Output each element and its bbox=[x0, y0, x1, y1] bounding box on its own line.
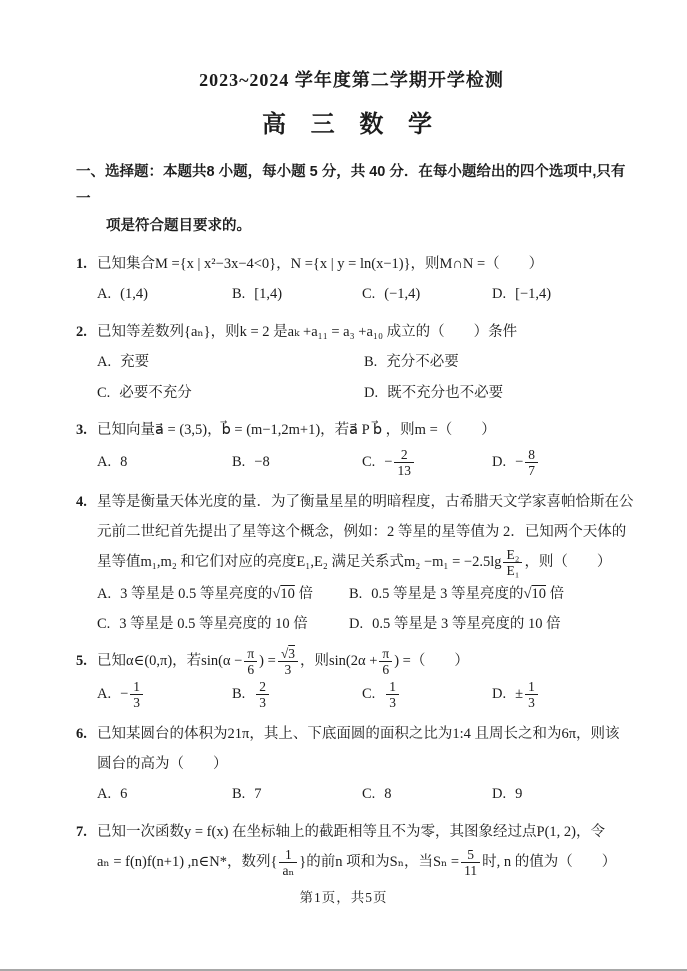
option-text: − $\frac{1}{3}$ bbox=[120, 679, 145, 710]
option-text: 充要 bbox=[120, 354, 150, 370]
question-6-number: 6. bbox=[76, 726, 87, 742]
option-label: A. bbox=[97, 685, 112, 702]
option-text: 3 等星是 0.5 等星亮度的√10 倍 bbox=[120, 585, 313, 602]
question-2-stem: 已知等差数列{aₙ}，则k = 2 是aₖ +a₁₁ = a₃ +a₁₀ 成立的（ ）条件 bbox=[97, 324, 518, 340]
question-5-option-a bbox=[97, 679, 232, 710]
question-7-stem-line-2: aₙ = f(n)f(n+1) ,n∈N*，数列{ $\frac{1}{\text{aₙ}}$ }的前n 项和为Sₙ，当Sₙ = $\frac{5}{11}$ 时, n 的值为（ ） bbox=[97, 847, 617, 879]
option-text: − $\frac{8}{7}$ bbox=[515, 447, 540, 478]
option-text: $\frac{1}{3}$ bbox=[384, 679, 401, 710]
question-1-option-b bbox=[232, 281, 362, 308]
question-4-option-b bbox=[349, 581, 627, 607]
question-3-options bbox=[97, 447, 627, 478]
question-5-number: 5. bbox=[76, 652, 87, 669]
option-text: [1,4) bbox=[254, 286, 283, 302]
question-1-option-d bbox=[492, 281, 627, 308]
option-text: ± $\frac{1}{3}$ bbox=[515, 679, 540, 710]
question-7 bbox=[76, 817, 627, 878]
option-label: C. bbox=[97, 615, 111, 632]
question-5-option-d bbox=[492, 679, 627, 710]
option-label: C. bbox=[97, 385, 111, 401]
question-5 bbox=[76, 646, 627, 711]
option-text: 9 bbox=[515, 786, 523, 802]
option-label: B. bbox=[232, 786, 246, 802]
option-label: C. bbox=[362, 454, 376, 471]
option-text: 3 等星是 0.5 等星亮度的 10 倍 bbox=[119, 615, 308, 632]
option-text: 0.5 等星是 3 等星亮度的 10 倍 bbox=[372, 615, 561, 632]
question-5-option-c bbox=[362, 679, 492, 710]
question-1-option-a bbox=[97, 281, 232, 308]
option-text: 必要不充分 bbox=[119, 385, 192, 401]
option-label: D. bbox=[492, 786, 507, 802]
option-label: D. bbox=[492, 454, 507, 471]
option-label: D. bbox=[492, 286, 507, 302]
page-number: 第1页，共5页 bbox=[299, 890, 388, 905]
question-5-options bbox=[97, 679, 627, 710]
question-1-stem: 已知集合M ={x | x²−3x−4<0}，N ={x | y = ln(x−1)}，则M∩N =（ ） bbox=[97, 256, 544, 272]
question-4-options bbox=[97, 581, 627, 637]
question-5-option-b bbox=[232, 679, 362, 710]
option-label: B. bbox=[232, 685, 246, 702]
exam-subject-title: 高 三 数 学 bbox=[261, 111, 441, 138]
question-1-number: 1. bbox=[76, 256, 87, 272]
option-text: 7 bbox=[254, 786, 262, 802]
question-6-option-b bbox=[232, 781, 362, 808]
question-6-stem-line-1: 已知某圆台的体积为21π，其上、下底面圆的面积之比为1:4 且周长之和为6π，则该 bbox=[97, 726, 620, 742]
question-2-option-b bbox=[364, 349, 627, 375]
question-2-option-d bbox=[364, 380, 627, 406]
option-text: 8 bbox=[120, 454, 128, 471]
option-label: A. bbox=[97, 286, 112, 302]
option-label: D. bbox=[492, 685, 507, 702]
option-label: B. bbox=[364, 354, 378, 370]
instructions-line-2: 项是符合题目要求的。 bbox=[106, 218, 251, 234]
question-1-options bbox=[97, 281, 627, 308]
question-2-options bbox=[97, 349, 627, 406]
option-text: 8 bbox=[384, 786, 392, 802]
question-2-number: 2. bbox=[76, 324, 87, 340]
option-label: C. bbox=[362, 685, 376, 702]
question-6-stem-line-2: 圆台的高为（ ） bbox=[97, 756, 228, 772]
question-3-stem: 已知向量a⃗ = (3,5)，b⃗ = (m−1,2m+1)，若a⃗ P b⃗ ，则m =（ ） bbox=[97, 422, 496, 438]
question-2-option-a bbox=[97, 349, 364, 375]
question-3 bbox=[76, 415, 627, 478]
option-text: 既不充分也不必要 bbox=[387, 385, 504, 401]
question-6-options bbox=[97, 781, 627, 808]
question-6-option-c bbox=[362, 781, 492, 808]
question-3-option-c bbox=[362, 447, 492, 478]
question-4-stem-line-1: 星等是衡量天体光度的量．为了衡量星星的明暗程度，古希腊天文学家喜帕恰斯在公 bbox=[97, 494, 634, 511]
instructions-line-1: 一、选择题：本题共8 小题，每小题 5 分，共 40 分．在每小题给出的四个选项中,只有一 bbox=[76, 164, 626, 207]
question-4-option-c bbox=[97, 611, 349, 637]
option-text: $\frac{2}{3}$ bbox=[254, 679, 271, 710]
question-3-number: 3. bbox=[76, 422, 87, 438]
exam-title: 2023~2024 学年度第二学期开学检测 bbox=[199, 70, 504, 90]
option-label: D. bbox=[364, 385, 379, 401]
option-label: B. bbox=[232, 454, 246, 471]
question-2-option-c bbox=[97, 380, 364, 406]
question-7-stem-line-1: 已知一次函数y = f(x) 在坐标轴上的截距相等且不为零，其图象经过点P(1, 2)，令 bbox=[97, 824, 606, 840]
question-5-stem: 已知α∈(0,π)，若sin(α − $\frac{\pi}{6}$ ) = $\frac{√3}{3}$ ，则sin(2α + $\frac{\pi}{6}$ ) =（ ） bbox=[97, 645, 469, 677]
question-4-number: 4. bbox=[76, 494, 87, 511]
option-label: B. bbox=[349, 585, 363, 602]
option-text: 6 bbox=[120, 786, 128, 802]
option-text: 0.5 等星是 3 等星亮度的√10 倍 bbox=[371, 585, 565, 602]
option-label: A. bbox=[97, 585, 112, 602]
option-text: (−1,4) bbox=[384, 286, 421, 302]
option-label: D. bbox=[349, 615, 364, 632]
option-label: C. bbox=[362, 786, 376, 802]
option-text: −8 bbox=[254, 454, 270, 471]
question-2 bbox=[76, 317, 627, 406]
option-text: 充分不必要 bbox=[386, 354, 459, 370]
section-instructions bbox=[76, 159, 627, 240]
option-label: B. bbox=[232, 286, 246, 302]
question-3-option-b bbox=[232, 449, 362, 476]
question-4-option-d bbox=[349, 611, 627, 637]
question-4-stem-line-3: 星等值m₁,m₂ 和它们对应的亮度E₁,E₂ 满足关系式m₂ −m₁ = −2.5lg $\frac{\text{E₂}}{\text{E₁}}$ ，则（ ） bbox=[97, 547, 612, 579]
question-1 bbox=[76, 249, 627, 308]
question-6 bbox=[76, 719, 627, 808]
option-label: A. bbox=[97, 454, 112, 471]
option-label: A. bbox=[97, 786, 112, 802]
option-text: − $\frac{2}{13}$ bbox=[384, 447, 416, 478]
question-4-option-a bbox=[97, 581, 349, 607]
question-1-option-c bbox=[362, 281, 492, 308]
option-label: A. bbox=[97, 354, 112, 370]
option-text: (1,4) bbox=[120, 286, 148, 302]
option-text: [−1,4) bbox=[515, 286, 552, 302]
question-7-number: 7. bbox=[76, 824, 87, 840]
question-3-option-d bbox=[492, 447, 627, 478]
question-6-option-d bbox=[492, 781, 627, 808]
question-3-option-a bbox=[97, 449, 232, 476]
question-6-option-a bbox=[97, 781, 232, 808]
question-4-stem-line-2: 元前二世纪首先提出了星等这个概念，例如：2 等星的星等值为 2．已知两个天体的 bbox=[97, 524, 627, 541]
option-label: C. bbox=[362, 286, 376, 302]
question-4 bbox=[76, 487, 634, 636]
